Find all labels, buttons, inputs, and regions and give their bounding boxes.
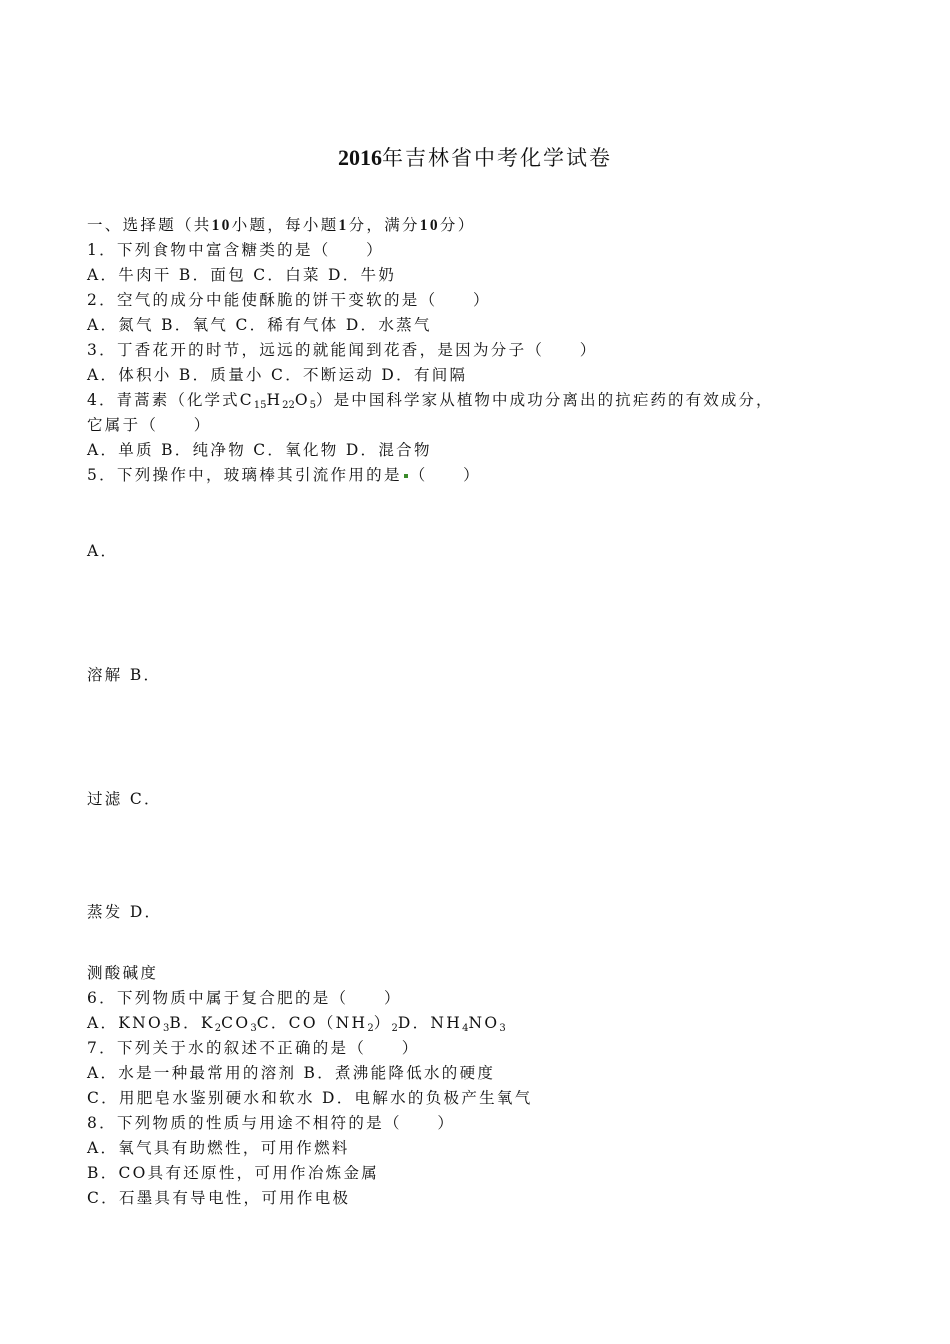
q6-options: A．$KNO_3B$．$K_2CO_3C$．$CO(NH_2)_2D$．$NH_4NO_3$ [87, 1014, 506, 1034]
bullet-marker-icon [404, 474, 408, 478]
q7-stem: 7．下列关于水的叙述不正确的是（ ） [87, 1039, 420, 1057]
q4-options: A．单质 B．纯净物 C．氧化物 D．混合物 [87, 441, 432, 459]
section-heading: 一、选择题（共10小题，每小题1分，满分10分） [87, 216, 476, 234]
page-title [0, 143, 950, 173]
q8-option-c: C．石墨具有导电性，可用作电极 [87, 1189, 351, 1207]
q5-option-a: A． [87, 542, 119, 560]
q4-stem: 4．青蒿素（化学式$C_{15}H_{22}O_5$）是中国科学家从植物中成功分离出的抗疟药的有效成分， [87, 391, 774, 411]
q4-stem-continued: 它属于（ ） [87, 416, 212, 434]
q6-stem: 6．下列物质中属于复合肥的是（ ） [87, 989, 402, 1007]
q3-stem: 3．丁香花开的时节，远远的就能闻到花香，是因为分子（ ） [87, 341, 598, 359]
q1-stem: 1．下列食物中富含糖类的是（ ） [87, 241, 384, 259]
title-year: 2016 [338, 145, 382, 170]
q5-option-c: 过滤 C． [87, 790, 162, 808]
q8-stem: 8．下列物质的性质与用途不相符的是（ ） [87, 1114, 456, 1132]
q5-stem: 5．下列操作中，玻璃棒其引流作用的是 （ ） [87, 466, 481, 484]
title-text: 年吉林省中考化学试卷 [382, 146, 612, 170]
q3-options: A．体积小 B．质量小 C．不断运动 D．有间隔 [87, 366, 468, 384]
q5-option-d-label: 测酸碱度 [87, 964, 159, 982]
q2-options: A．氮气 B．氧气 C．稀有气体 D．水蒸气 [87, 316, 432, 334]
q5-option-d: 蒸发 D． [87, 903, 163, 921]
q8-option-a: A．氧气具有助燃性，可用作燃料 [87, 1139, 350, 1157]
q7-options-line1: A．水是一种最常用的溶剂 B．煮沸能降低水的硬度 [87, 1064, 496, 1082]
q8-option-b: B．CO具有还原性，可用作冶炼金属 [87, 1164, 380, 1182]
q5-option-b: 溶解 B． [87, 666, 162, 684]
q7-options-line2: C．用肥皂水鉴别硬水和软水 D．电解水的负极产生氧气 [87, 1089, 533, 1107]
q2-stem: 2．空气的成分中能使酥脆的饼干变软的是（ ） [87, 291, 491, 309]
q1-options: A．牛肉干 B．面包 C．白菜 D．牛奶 [87, 266, 397, 284]
